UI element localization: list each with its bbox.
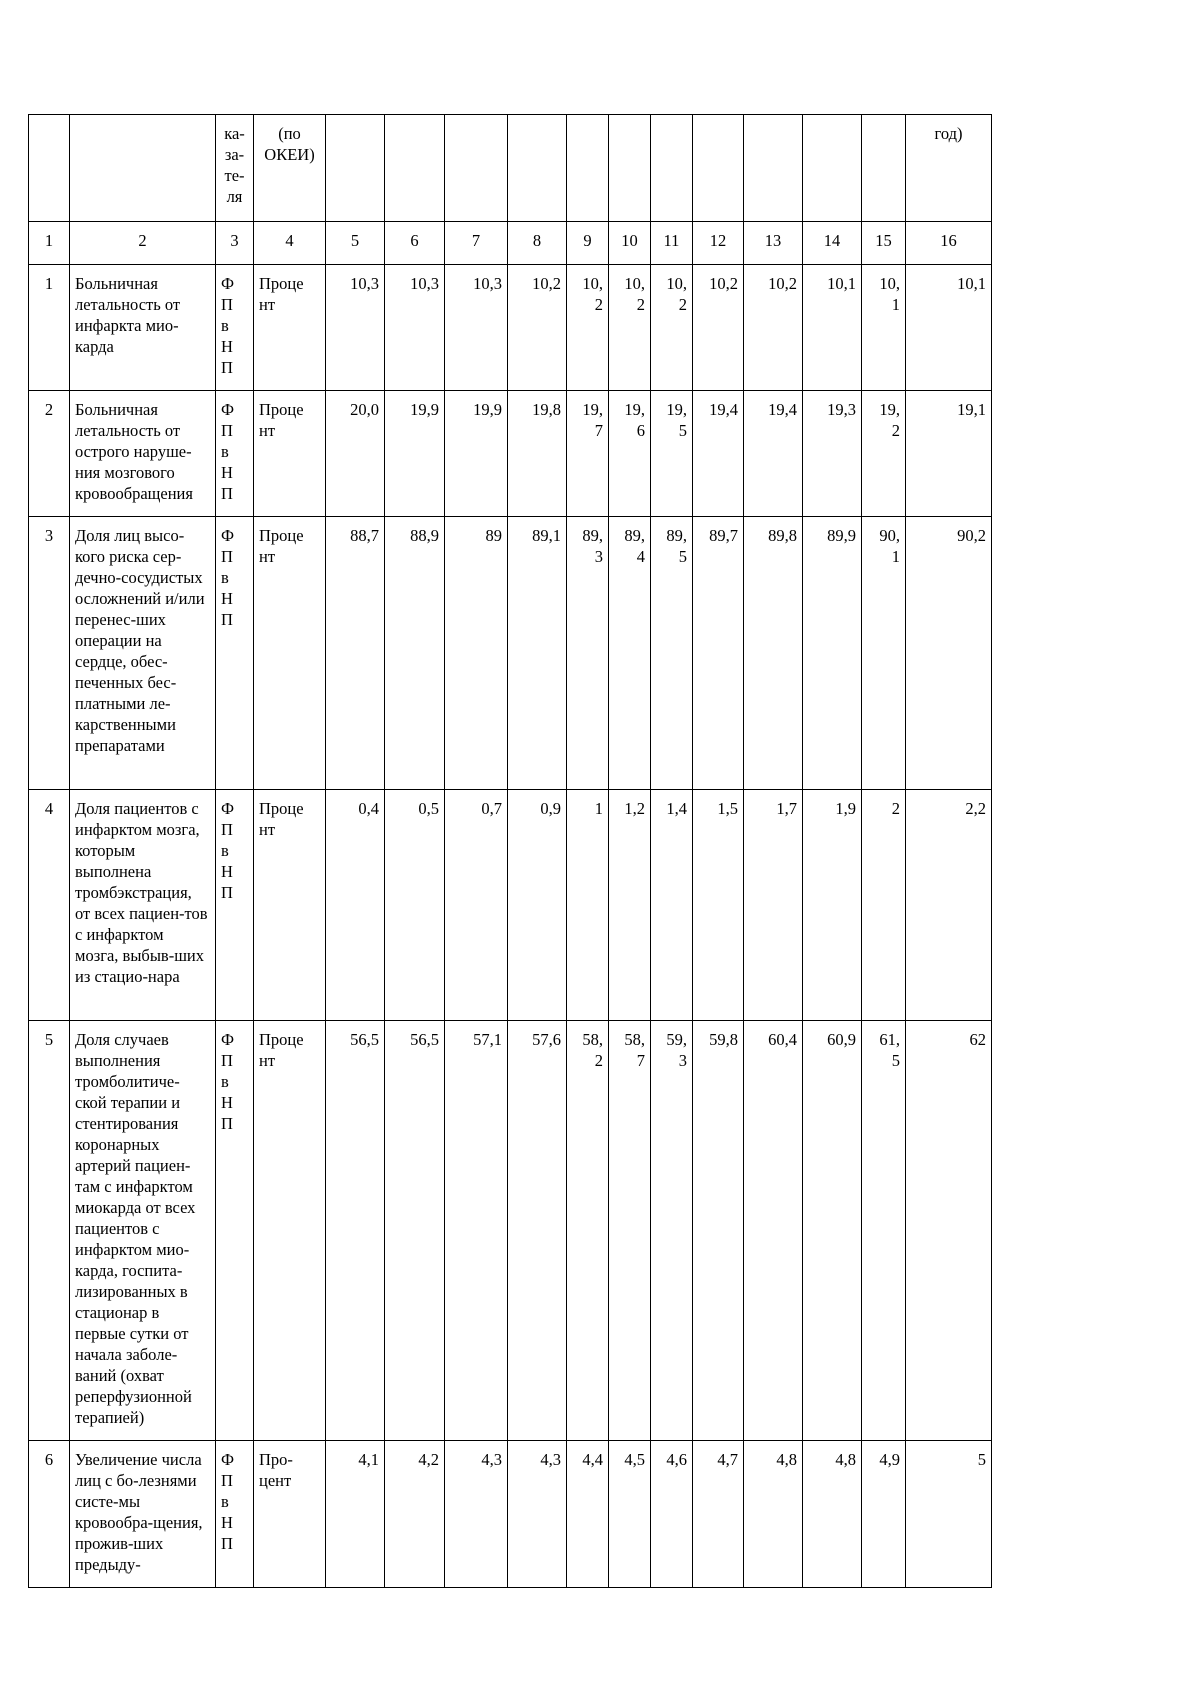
indicator-name: Доля пациентов с инфарктом мозга, которым выполнена тромбэкстрация, от всех пациен-тов с инфарктом мозга, выбыв-ших из стацио-нара bbox=[70, 790, 216, 1021]
indicator-value: 0,5 bbox=[385, 790, 445, 1021]
indicator-value: 10,2 bbox=[508, 265, 567, 391]
indicator-value: 4,7 bbox=[693, 1441, 744, 1588]
indicator-level: Ф П в Н П bbox=[216, 517, 254, 790]
column-number-14: 14 bbox=[803, 222, 862, 265]
indicator-value: 0,7 bbox=[445, 790, 508, 1021]
indicator-value: 1,2 bbox=[609, 790, 651, 1021]
column-number-6: 6 bbox=[385, 222, 445, 265]
indicator-value: 1,5 bbox=[693, 790, 744, 1021]
indicator-name: Доля лиц высо-кого риска сер-дечно-сосудистых осложнений и/или перенес-ших операции на сердце, обес-печенных бес-платными ле-карственными препаратами bbox=[70, 517, 216, 790]
indicator-level: Ф П в Н П bbox=[216, 265, 254, 391]
column-number-2: 2 bbox=[70, 222, 216, 265]
column-number-15: 15 bbox=[862, 222, 906, 265]
indicator-value: 19,1 bbox=[906, 391, 992, 517]
indicator-value: 4,4 bbox=[567, 1441, 609, 1588]
header-cell-4: (по ОКЕИ) bbox=[254, 115, 326, 222]
indicator-value: 88,7 bbox=[326, 517, 385, 790]
indicator-value: 89, 4 bbox=[609, 517, 651, 790]
header-row-continued bbox=[29, 115, 992, 222]
indicator-value: 4,6 bbox=[651, 1441, 693, 1588]
indicator-value: 19, 6 bbox=[609, 391, 651, 517]
indicator-value: 60,9 bbox=[803, 1021, 862, 1441]
indicator-value: 4,2 bbox=[385, 1441, 445, 1588]
indicator-value: 60,4 bbox=[744, 1021, 803, 1441]
indicator-value: 10, 2 bbox=[651, 265, 693, 391]
column-number-9: 9 bbox=[567, 222, 609, 265]
indicator-value: 10,3 bbox=[385, 265, 445, 391]
indicator-value: 89, 5 bbox=[651, 517, 693, 790]
indicator-name: Доля случаев выполнения тромболитиче-ской терапии и стентирования коронарных артерий пациен-там с инфарктом миокарда от всех пациентов с инфарктом мио-карда, госпита-лизированных в стационар в первые сутки от начала заболе-ваний (охват реперфузионной терапией) bbox=[70, 1021, 216, 1441]
indicator-value: 89,1 bbox=[508, 517, 567, 790]
table-row bbox=[29, 1021, 992, 1441]
indicator-value: 62 bbox=[906, 1021, 992, 1441]
indicator-value: 57,6 bbox=[508, 1021, 567, 1441]
table-row bbox=[29, 517, 992, 790]
indicator-value: 1,7 bbox=[744, 790, 803, 1021]
header-cell-8 bbox=[508, 115, 567, 222]
indicator-value: 89 bbox=[445, 517, 508, 790]
indicator-level: Ф П в Н П bbox=[216, 790, 254, 1021]
indicator-value: 4,5 bbox=[609, 1441, 651, 1588]
indicator-value: 59, 3 bbox=[651, 1021, 693, 1441]
column-number-10: 10 bbox=[609, 222, 651, 265]
indicator-value: 59,8 bbox=[693, 1021, 744, 1441]
header-cell-9 bbox=[567, 115, 609, 222]
indicator-table bbox=[28, 114, 992, 1588]
indicator-value: 4,8 bbox=[803, 1441, 862, 1588]
indicator-value: 4,9 bbox=[862, 1441, 906, 1588]
indicator-level: Ф П в Н П bbox=[216, 1441, 254, 1588]
indicator-value: 0,9 bbox=[508, 790, 567, 1021]
indicator-value: 58, 2 bbox=[567, 1021, 609, 1441]
indicator-level: Ф П в Н П bbox=[216, 1021, 254, 1441]
indicator-value: 10,1 bbox=[803, 265, 862, 391]
indicator-value: 4,3 bbox=[445, 1441, 508, 1588]
column-number-4: 4 bbox=[254, 222, 326, 265]
table-row bbox=[29, 391, 992, 517]
indicator-value: 4,1 bbox=[326, 1441, 385, 1588]
table-row bbox=[29, 790, 992, 1021]
unit-of-measure: Проце нт bbox=[254, 391, 326, 517]
indicator-value: 19,9 bbox=[445, 391, 508, 517]
indicator-value: 19,8 bbox=[508, 391, 567, 517]
indicator-name: Больничная летальность от инфаркта мио-карда bbox=[70, 265, 216, 391]
header-cell-10 bbox=[609, 115, 651, 222]
indicator-value: 89, 3 bbox=[567, 517, 609, 790]
column-number-12: 12 bbox=[693, 222, 744, 265]
unit-of-measure: Проце нт bbox=[254, 790, 326, 1021]
header-cell-16: год) bbox=[906, 115, 992, 222]
header-cell-6 bbox=[385, 115, 445, 222]
indicator-value: 61, 5 bbox=[862, 1021, 906, 1441]
indicator-value: 56,5 bbox=[385, 1021, 445, 1441]
indicator-value: 19,4 bbox=[744, 391, 803, 517]
indicator-value: 56,5 bbox=[326, 1021, 385, 1441]
indicator-value: 5 bbox=[906, 1441, 992, 1588]
row-number: 1 bbox=[29, 265, 70, 391]
indicator-value: 10, 2 bbox=[567, 265, 609, 391]
indicator-value: 0,4 bbox=[326, 790, 385, 1021]
indicator-value: 90, 1 bbox=[862, 517, 906, 790]
indicator-value: 2,2 bbox=[906, 790, 992, 1021]
indicator-value: 1,4 bbox=[651, 790, 693, 1021]
indicator-value: 10,1 bbox=[906, 265, 992, 391]
indicator-name: Увеличение числа лиц с бо-лезнями систе-мы кровообра-щения, прожив-ших предыду- bbox=[70, 1441, 216, 1588]
header-cell-3: ка- за- те- ля bbox=[216, 115, 254, 222]
indicator-value: 4,3 bbox=[508, 1441, 567, 1588]
indicator-value: 88,9 bbox=[385, 517, 445, 790]
column-number-11: 11 bbox=[651, 222, 693, 265]
indicator-value: 10, 2 bbox=[609, 265, 651, 391]
unit-of-measure: Проце нт bbox=[254, 265, 326, 391]
indicator-value: 19,3 bbox=[803, 391, 862, 517]
header-cell-7 bbox=[445, 115, 508, 222]
row-number: 6 bbox=[29, 1441, 70, 1588]
column-number-13: 13 bbox=[744, 222, 803, 265]
indicator-name: Больничная летальность от острого наруше-ния мозгового кровообращения bbox=[70, 391, 216, 517]
column-number-3: 3 bbox=[216, 222, 254, 265]
indicator-level: Ф П в Н П bbox=[216, 391, 254, 517]
row-number: 4 bbox=[29, 790, 70, 1021]
unit-of-measure: Про- цент bbox=[254, 1441, 326, 1588]
row-number: 3 bbox=[29, 517, 70, 790]
column-number-8: 8 bbox=[508, 222, 567, 265]
indicator-value: 10,3 bbox=[445, 265, 508, 391]
row-number: 5 bbox=[29, 1021, 70, 1441]
indicator-value: 19, 2 bbox=[862, 391, 906, 517]
row-number: 2 bbox=[29, 391, 70, 517]
column-number-5: 5 bbox=[326, 222, 385, 265]
table-row bbox=[29, 265, 992, 391]
header-cell-1 bbox=[29, 115, 70, 222]
column-number-1: 1 bbox=[29, 222, 70, 265]
indicator-value: 89,9 bbox=[803, 517, 862, 790]
table-row bbox=[29, 1441, 992, 1588]
indicator-value: 20,0 bbox=[326, 391, 385, 517]
unit-of-measure: Проце нт bbox=[254, 1021, 326, 1441]
indicator-value: 89,7 bbox=[693, 517, 744, 790]
indicator-value: 10,2 bbox=[693, 265, 744, 391]
indicator-value: 1 bbox=[567, 790, 609, 1021]
header-cell-5 bbox=[326, 115, 385, 222]
indicator-value: 19, 5 bbox=[651, 391, 693, 517]
header-cell-11 bbox=[651, 115, 693, 222]
header-cell-14 bbox=[803, 115, 862, 222]
column-number-16: 16 bbox=[906, 222, 992, 265]
indicator-value: 19, 7 bbox=[567, 391, 609, 517]
indicator-value: 58, 7 bbox=[609, 1021, 651, 1441]
indicator-value: 4,8 bbox=[744, 1441, 803, 1588]
column-number-row bbox=[29, 222, 992, 265]
header-cell-12 bbox=[693, 115, 744, 222]
indicator-value: 19,4 bbox=[693, 391, 744, 517]
indicator-value: 10,2 bbox=[744, 265, 803, 391]
indicator-value: 89,8 bbox=[744, 517, 803, 790]
indicator-value: 10,3 bbox=[326, 265, 385, 391]
header-cell-13 bbox=[744, 115, 803, 222]
indicator-value: 10, 1 bbox=[862, 265, 906, 391]
indicator-value: 57,1 bbox=[445, 1021, 508, 1441]
indicator-value: 2 bbox=[862, 790, 906, 1021]
header-cell-15 bbox=[862, 115, 906, 222]
unit-of-measure: Проце нт bbox=[254, 517, 326, 790]
header-cell-2 bbox=[70, 115, 216, 222]
indicator-value: 19,9 bbox=[385, 391, 445, 517]
column-number-7: 7 bbox=[445, 222, 508, 265]
indicator-value: 1,9 bbox=[803, 790, 862, 1021]
indicator-value: 90,2 bbox=[906, 517, 992, 790]
